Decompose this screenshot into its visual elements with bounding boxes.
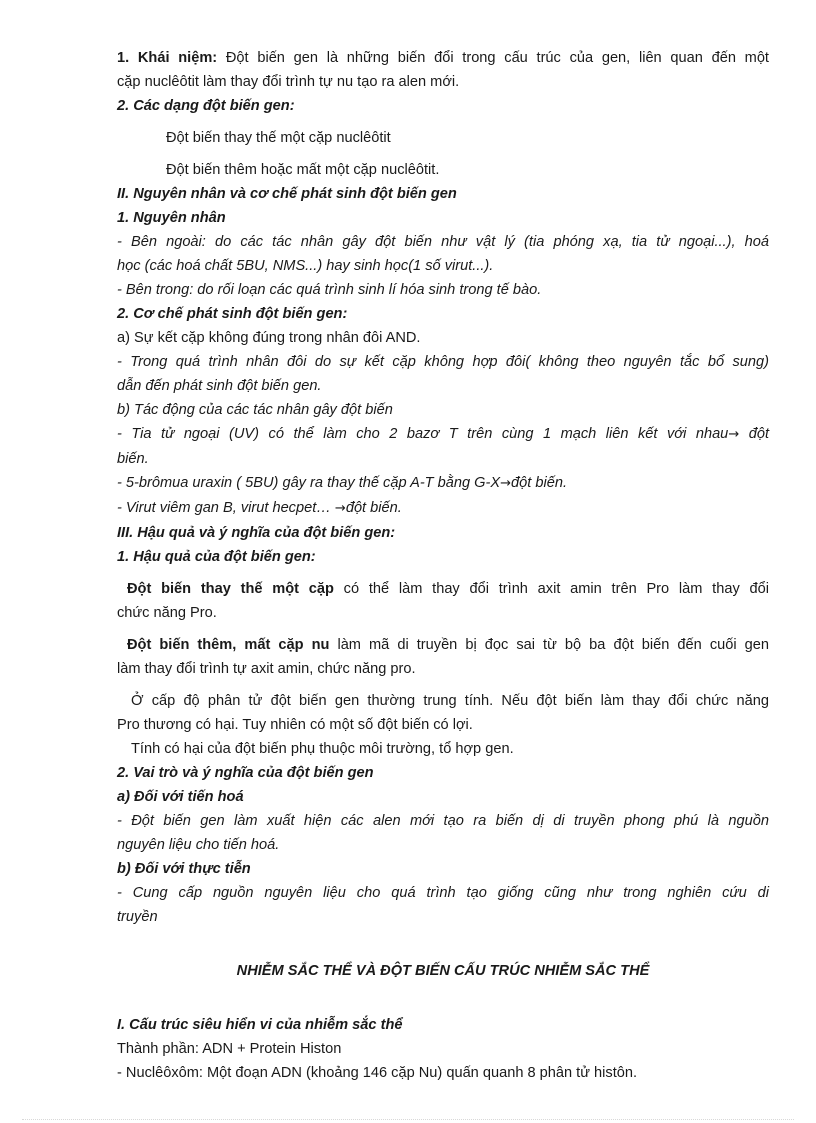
subsection-heading: 2. Cơ chế phát sinh đột biến gen: — [117, 306, 348, 322]
paragraph-line: - 5-brômua uraxin ( 5BU) gây ra thay thế cặp A-T bằng G-X→đột biến. — [117, 475, 568, 491]
subsection-heading: 2. Vai trò và ý nghĩa của đột biến gen — [117, 765, 374, 781]
paragraph-line: nguyên liệu cho tiến hoá. — [117, 837, 280, 853]
paragraph-line: - Đột biến gen làm xuất hiện các alen mới tạo ra biến dị di truyền phong phú là nguồn — [117, 813, 769, 829]
chapter-title: NHIỄM SẮC THỂ VÀ ĐỘT BIẾN CẤU TRÚC NHIỄM SẮC THỂ — [236, 963, 650, 979]
list-item: Đột biến thêm hoặc mất một cặp nuclêôtit. — [166, 162, 440, 178]
paragraph-line: - Trong quá trình nhân đôi do sự kết cặp không hợp đôi( không theo nguyên tắc bổ sung) — [117, 354, 769, 370]
section-heading: I. Cấu trúc siêu hiển vi của nhiễm sắc thể — [117, 1017, 403, 1033]
paragraph-line: Đột biến thay thế một cặp có thể làm thay đổi trình axit amin trên Pro làm thay đổi — [127, 581, 769, 597]
paragraph-line: Đột biến thêm, mất cặp nu làm mã di truyền bị đọc sai từ bộ ba đột biến đến cuối gen — [127, 637, 769, 653]
paragraph-line: Pro thương có hại. Tuy nhiên có một số đột biến có lợi. — [117, 717, 473, 733]
paragraph-line: Ở cấp độ phân tử đột biến gen thường trung tính. Nếu đột biến làm thay đổi chức năng — [131, 693, 769, 709]
arrow-icon: → — [500, 476, 512, 491]
section-heading: II. Nguyên nhân và cơ chế phát sinh đột biến gen — [117, 186, 457, 202]
page-bottom-divider — [22, 1119, 794, 1120]
paragraph-line: truyền — [117, 909, 158, 925]
section-heading: 2. Các dạng đột biến gen: — [117, 98, 295, 114]
paragraph-line: b) Tác động của các tác nhân gây đột biến — [117, 402, 393, 418]
paragraph-line: - Tia tử ngoại (UV) có thể làm cho 2 bazơ T trên cùng 1 mạch liên kết với nhau→ đột — [117, 426, 770, 442]
paragraph-line: Tính có hại của đột biến phụ thuộc môi trường, tổ hợp gen. — [131, 741, 514, 757]
paragraph-line: - Cung cấp nguồn nguyên liệu cho quá trình tạo giống cũng như trong nghiên cứu di — [117, 885, 769, 901]
paragraph-line: - Bên ngoài: do các tác nhân gây đột biến như vật lý (tia phóng xạ, tia tử ngoại...), hoá — [117, 234, 769, 250]
paragraph-line: - Nuclêôxôm: Một đoạn ADN (khoảng 146 cặp Nu) quấn quanh 8 phân tử histôn. — [117, 1065, 638, 1081]
definition-continuation: cặp nuclêôtit làm thay đổi trình tự nu tạo ra alen mới. — [117, 74, 460, 90]
subsection-heading: 1. Hậu quả của đột biến gen: — [117, 549, 316, 565]
subsection-heading: 1. Nguyên nhân — [117, 210, 226, 226]
paragraph-line: chức năng Pro. — [117, 605, 217, 621]
paragraph-line: a) Sự kết cặp không đúng trong nhân đôi AND. — [117, 330, 421, 346]
subsection-heading: b) Đối với thực tiễn — [117, 861, 251, 877]
arrow-icon: → — [728, 427, 740, 442]
paragraph-line: học (các hoá chất 5BU, NMS...) hay sinh học(1 số virut...). — [117, 258, 494, 274]
paragraph-line: làm thay đổi trình tự axit amin, chức năng pro. — [117, 661, 416, 677]
list-item: Đột biến thay thế một cặp nuclêôtit — [166, 130, 391, 146]
paragraph-line: - Bên trong: do rối loạn các quá trình sinh lí hóa sinh trong tế bào. — [117, 282, 542, 298]
document-body — [117, 46, 769, 1085]
subsection-heading: a) Đối với tiến hoá — [117, 789, 244, 805]
definition-label: 1. Khái niệm: — [117, 50, 218, 66]
paragraph-line: - Virut viêm gan B, virut hecpet… →đột biến. — [117, 500, 402, 516]
section-heading: III. Hậu quả và ý nghĩa của đột biến gen: — [117, 525, 396, 541]
arrow-icon: → — [334, 501, 346, 516]
paragraph-line: biến. — [117, 451, 149, 467]
paragraph-line: Thành phần: ADN + Protein Histon — [117, 1041, 342, 1057]
paragraph-line: dẫn đến phát sinh đột biến gen. — [117, 378, 322, 394]
definition-line: 1. Khái niệm: Đột biến gen là những biến đổi trong cấu trúc của gen, liên quan đến một — [117, 50, 769, 66]
